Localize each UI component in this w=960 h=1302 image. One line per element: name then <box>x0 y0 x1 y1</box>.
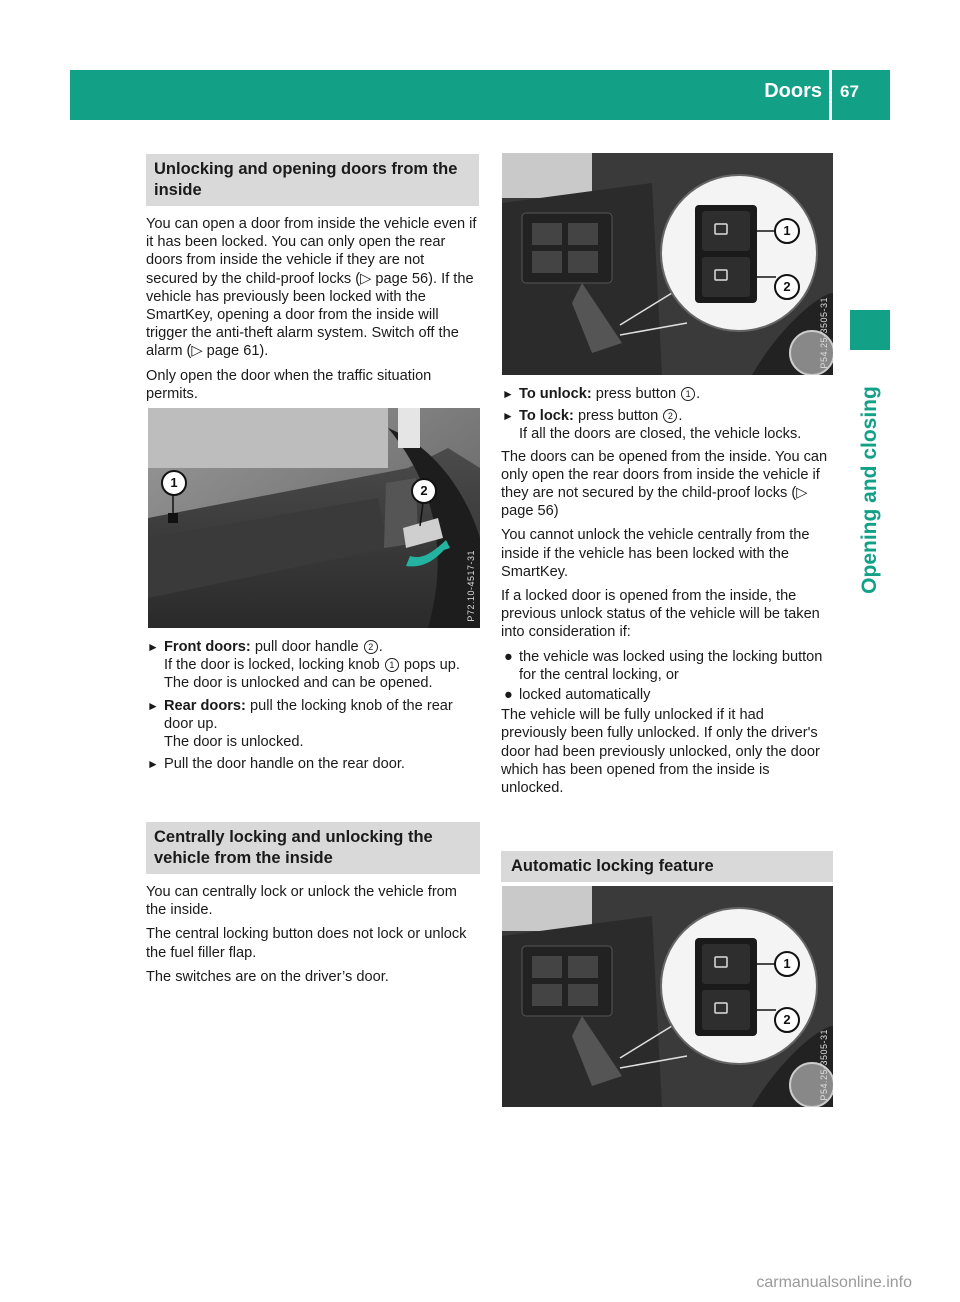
step-text: pull door handle <box>254 639 359 655</box>
callout-lock-button: 2 <box>774 1007 800 1033</box>
section-heading-automatic-locking: Automatic locking feature <box>501 851 833 882</box>
chapter-tab-label: Opening and closing <box>858 386 881 594</box>
list-item-text: locked automatically <box>519 687 651 704</box>
reference-number: 2 <box>663 409 677 423</box>
step-text: Pull the door handle on the rear door. <box>164 756 405 773</box>
paragraph: Only open the door when the traffic situation permits. <box>146 367 432 402</box>
step-label: Rear doors: <box>164 697 246 714</box>
header-section-title: Doors <box>764 80 822 102</box>
door-handle-figure <box>148 408 480 628</box>
paragraph: You can centrally lock or unlock the vehicle from the inside. <box>146 884 457 919</box>
step-arrow-icon: ► <box>502 409 514 424</box>
figure-code: P54.25-3505-31 <box>819 297 829 369</box>
step-label: Front doors: <box>164 639 251 655</box>
paragraph: The central locking button does not lock or unlock the fuel filler flap. <box>146 926 467 961</box>
paragraph: If a locked door is opened from the inside, the previous unlock status of the vehicle will be taken into consideration if: <box>501 588 820 641</box>
left-column <box>146 154 479 409</box>
step-text: press button <box>595 386 677 402</box>
door-switch-illustration <box>502 153 833 375</box>
list-item <box>501 686 833 704</box>
callout-locking-knob: 1 <box>161 470 187 496</box>
door-switch-illustration <box>502 886 833 1107</box>
step-arrow-icon: ► <box>147 640 159 654</box>
instruction-pull-handle <box>146 755 480 773</box>
paragraph: The switches are on the driver’s door. <box>146 968 389 985</box>
reference-number: 1 <box>681 387 695 401</box>
paragraph: The doors can be opened from the inside. You can only open the rear doors from inside the vehicle if they are not secured by the child-proof locks (▷ page 56) <box>501 448 828 520</box>
instruction-rear-doors <box>146 697 480 752</box>
list-item-text: the vehicle was locked using the locking button for the central locking, or <box>519 648 823 683</box>
step-label: To unlock: <box>519 386 592 402</box>
step-result: The door is unlocked. <box>164 734 304 751</box>
callout-unlock-button: 1 <box>774 218 800 244</box>
paragraph: The vehicle will be fully unlocked if it had previously been fully unlocked. If only the driver's door had been previously unlocked, only the door which has been opened from the inside is unlocked. <box>501 707 820 797</box>
page-number: 67 <box>840 82 859 101</box>
header-separator <box>829 70 832 120</box>
step-arrow-icon: ► <box>502 387 514 401</box>
section-heading-unlocking: Unlocking and opening doors from the inside <box>146 154 479 206</box>
section-heading-central-locking: Centrally locking and unlocking the vehicle from the inside <box>146 822 480 874</box>
list-item <box>501 648 833 684</box>
step-text: press button <box>577 408 659 425</box>
automatic-locking-figure <box>502 886 833 1107</box>
step-result: If the door is locked, locking knob <box>164 657 380 674</box>
right-column-section3 <box>501 851 833 891</box>
footer-watermark: carmanualsonline.info <box>756 1274 912 1291</box>
callout-unlock-button: 1 <box>774 951 800 977</box>
paragraph: You cannot unlock the vehicle centrally from the inside if the vehicle has been locked with the SmartKey. <box>501 527 810 580</box>
left-column-lower <box>146 638 480 777</box>
step-text-end: . <box>378 639 383 655</box>
instruction-lock: ► To lock: press button 2 . If all the doors are closed, the vehicle locks. <box>502 408 802 443</box>
instruction-unlock: ► To unlock: press button 1 . <box>502 386 701 402</box>
step-result: pops up. The door is unlocked and can be opened. <box>164 657 460 692</box>
step-text: pull the locking knob of the rear door up. <box>164 697 453 732</box>
callout-door-handle: 2 <box>411 478 437 504</box>
figure-code: P72.10-4517-31 <box>466 550 476 622</box>
left-column-section2 <box>146 822 480 992</box>
reference-number: 1 <box>385 658 399 672</box>
step-arrow-icon: ► <box>147 757 159 772</box>
paragraph: You can open a door from inside the vehicle even if it has been locked. You can only open the rear doors from inside the vehicle if they are not secured by the child-proof locks (▷ page 56). If the vehicle has previously been locked with the SmartKey, opening a door from the inside will trigger the anti-theft alarm system. Switch off the alarm (▷ page 61). <box>146 216 477 360</box>
bullet-icon: ● <box>504 648 513 665</box>
step-result: If all the doors are closed, the vehicle locks. <box>519 426 802 443</box>
lock-switch-figure <box>502 153 833 375</box>
step-arrow-icon: ► <box>147 698 159 713</box>
figure-code: P54.25-3505-31 <box>819 1029 829 1101</box>
door-interior-illustration <box>148 408 480 628</box>
right-column <box>501 385 833 803</box>
reference-number: 2 <box>364 640 378 654</box>
chapter-tab-marker <box>850 310 890 350</box>
callout-lock-button: 2 <box>774 274 800 300</box>
bullet-icon: ● <box>504 687 513 704</box>
step-label: To lock: <box>519 408 574 425</box>
instruction-front-doors <box>146 638 480 693</box>
